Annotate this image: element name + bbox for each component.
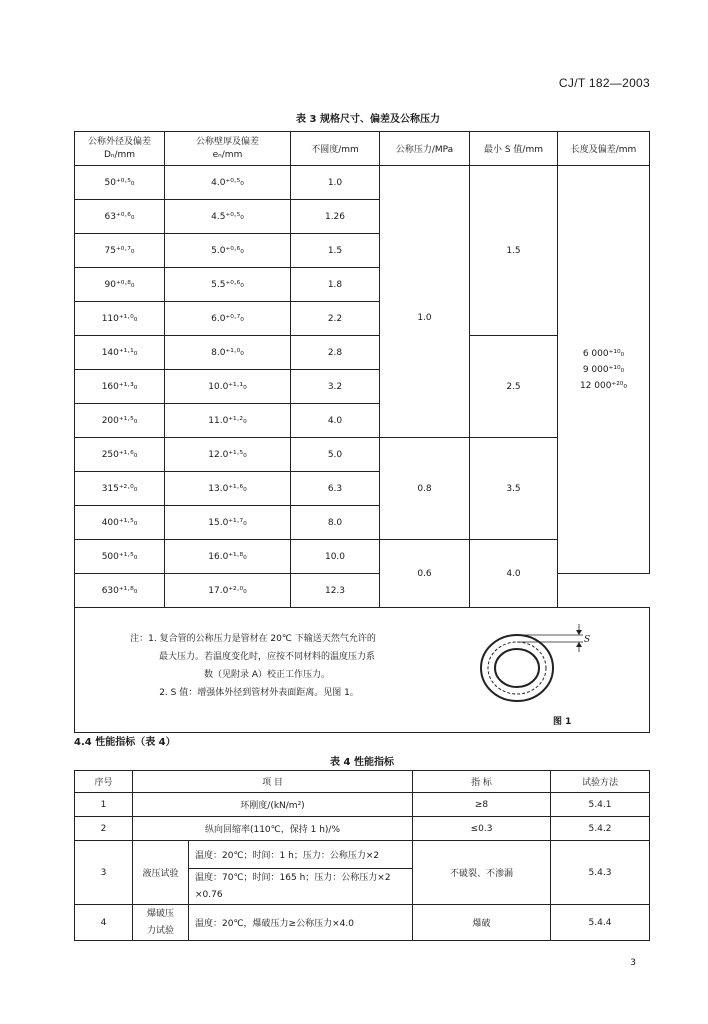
- item-cell: 温度：20℃，爆破压力≥公称压力×4.0: [189, 905, 413, 941]
- od-cell: 250⁺¹·⁶₀: [75, 438, 165, 472]
- page-number: 3: [630, 958, 636, 968]
- method-cell: 5.4.1: [551, 793, 650, 817]
- header-outer-diameter: 公称外径及偏差 Dₙ/mm: [75, 132, 165, 166]
- item-cell: 温度：70℃；时间：165 h；压力：公称压力×2 ×0.76: [189, 869, 413, 905]
- min-s-cell: 1.5: [470, 166, 558, 336]
- index-cell: ≤0.3: [413, 817, 551, 841]
- ovality-cell: 6.3: [291, 472, 380, 506]
- pressure-cell: 0.8: [380, 438, 470, 540]
- ovality-cell: 2.8: [291, 336, 380, 370]
- notes-cell: [75, 608, 650, 733]
- index-cell: ≥8: [413, 793, 551, 817]
- table-row: [75, 166, 650, 200]
- ovality-cell: 1.26: [291, 200, 380, 234]
- ovality-cell: 1.8: [291, 268, 380, 302]
- od-cell: 200⁺¹·⁵₀: [75, 404, 165, 438]
- length-cell: 6 000⁺¹⁰₀ 9 000⁺¹⁰₀ 12 000⁺²⁰₀: [558, 166, 650, 574]
- no-cell: 1: [75, 793, 133, 817]
- ovality-cell: 8.0: [291, 506, 380, 540]
- s-label: S: [584, 635, 591, 645]
- wall-cell: 6.0⁺⁰·⁷₀: [165, 302, 291, 336]
- group-cell: 爆破压 力试验: [133, 905, 189, 941]
- od-cell: 160⁺¹·³₀: [75, 370, 165, 404]
- ovality-cell: 4.0: [291, 404, 380, 438]
- header-no: 序号: [75, 771, 133, 793]
- index-cell: 不破裂、不渗漏: [413, 841, 551, 905]
- figure-1: [475, 616, 645, 733]
- header-index: 指 标: [413, 771, 551, 793]
- item-cell: 环刚度/(kN/m²): [133, 793, 413, 817]
- no-cell: 4: [75, 905, 133, 941]
- ovality-cell: 5.0: [291, 438, 380, 472]
- index-cell: 爆破: [413, 905, 551, 941]
- table-row: [75, 574, 650, 608]
- ovality-cell: 1.5: [291, 234, 380, 268]
- ovality-cell: 2.2: [291, 302, 380, 336]
- header-min-s: 最小 S 值/mm: [470, 132, 558, 166]
- header-length: 长度及偏差/mm: [558, 132, 650, 166]
- wall-cell: 5.5⁺⁰·⁶₀: [165, 268, 291, 302]
- header-pressure: 公称压力/MPa: [380, 132, 470, 166]
- od-cell: 630⁺¹·⁸₀: [75, 574, 165, 608]
- table3-title: 表 3 规格尺寸、偏差及公称压力: [296, 114, 440, 125]
- method-cell: 5.4.2: [551, 817, 650, 841]
- item-cell: 温度：20℃；时间：1 h；压力：公称压力×2: [189, 841, 413, 869]
- pressure-cell: [380, 166, 470, 200]
- od-cell: 315⁺²·⁰₀: [75, 472, 165, 506]
- od-cell: 50⁺⁰·⁵₀: [75, 166, 165, 200]
- min-s-cell: 3.5: [470, 438, 558, 540]
- spec-table: [74, 131, 650, 733]
- od-cell: 75⁺⁰·⁷₀: [75, 234, 165, 268]
- wall-cell: 13.0⁺¹·⁶₀: [165, 472, 291, 506]
- min-s-cell: 2.5: [470, 336, 558, 438]
- wall-cell: 4.0⁺⁰·⁵₀: [165, 166, 291, 200]
- ovality-cell: 3.2: [291, 370, 380, 404]
- table-row: [75, 817, 650, 841]
- od-cell: 63⁺⁰·⁶₀: [75, 200, 165, 234]
- ovality-cell: 12.3: [291, 574, 380, 608]
- table-row: [75, 793, 650, 817]
- pressure-cell: 1.0: [380, 200, 470, 438]
- table-row: [75, 905, 650, 941]
- note-2: 2. S 值：增强体外径到管材外表面距离。见图 1。: [159, 688, 359, 698]
- ovality-cell: 10.0: [291, 540, 380, 574]
- no-cell: 2: [75, 817, 133, 841]
- table-row: [75, 841, 650, 869]
- method-cell: 5.4.3: [551, 841, 650, 905]
- header-wall-thickness: 公称壁厚及偏差 eₙ/mm: [165, 132, 291, 166]
- ovality-cell: 1.0: [291, 166, 380, 200]
- note-1-line-1: 注：1. 复合管的公称压力是管材在 20℃ 下输送天然气允许的: [130, 634, 376, 644]
- wall-cell: 16.0⁺¹·⁸₀: [165, 540, 291, 574]
- performance-table: [74, 770, 650, 941]
- wall-cell: 17.0⁺²·⁰₀: [165, 574, 291, 608]
- min-s-cell: 4.0: [470, 540, 558, 608]
- header-method: 试验方法: [551, 771, 650, 793]
- note-1-line-3: 数（见附录 A）校正工作压力。: [203, 670, 331, 680]
- wall-cell: 12.0⁺¹·⁵₀: [165, 438, 291, 472]
- table4-title: 表 4 性能指标: [330, 757, 394, 768]
- pipe-cross-section-diagram: [475, 616, 645, 716]
- wall-cell: 4.5⁺⁰·⁵₀: [165, 200, 291, 234]
- standard-code: CJ/T 182—2003: [558, 76, 650, 90]
- header-ovality: 不圆度/mm: [291, 132, 380, 166]
- no-cell: 3: [75, 841, 133, 905]
- pressure-cell: 0.6: [380, 540, 470, 608]
- wall-cell: 10.0⁺¹·¹₀: [165, 370, 291, 404]
- od-cell: 140⁺¹·¹₀: [75, 336, 165, 370]
- od-cell: 90⁺⁰·⁸₀: [75, 268, 165, 302]
- wall-cell: 15.0⁺¹·⁷₀: [165, 506, 291, 540]
- note-1-line-2: 最大压力。若温度变化时，应按不同材料的温度压力系: [158, 652, 375, 662]
- od-cell: 110⁺¹·⁰₀: [75, 302, 165, 336]
- header-item: 项 目: [133, 771, 413, 793]
- od-cell: 400⁺¹·⁵₀: [75, 506, 165, 540]
- group-cell: 液压试验: [133, 841, 189, 905]
- wall-cell: 11.0⁺¹·²₀: [165, 404, 291, 438]
- method-cell: 5.4.4: [551, 905, 650, 941]
- figure-caption: 图 1: [553, 717, 572, 727]
- wall-cell: 8.0⁺¹·⁰₀: [165, 336, 291, 370]
- wall-cell: 5.0⁺⁰·⁶₀: [165, 234, 291, 268]
- table-notes: [83, 630, 423, 702]
- item-cell: 纵向回缩率(110℃，保持 1 h)/%: [133, 817, 413, 841]
- od-cell: 500⁺¹·⁵₀: [75, 540, 165, 574]
- section-heading: 4.4 性能指标（表 4）: [74, 737, 176, 748]
